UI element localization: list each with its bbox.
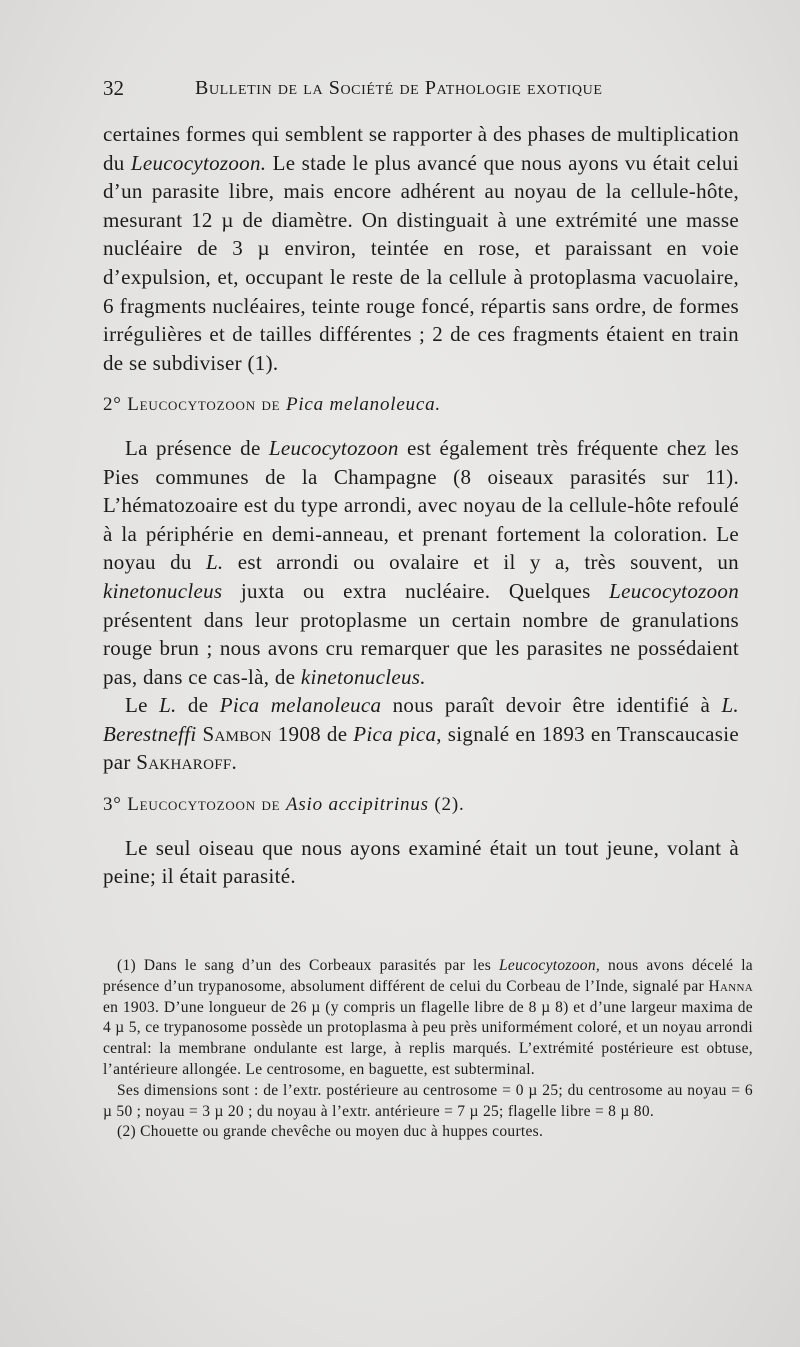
text-span: (1) Dans le sang d’un des Corbeaux parasités par les — [117, 957, 500, 974]
section-species: Asio accipitrinus — [285, 794, 429, 816]
author-name: Sakharoff — [136, 750, 232, 775]
text-span: . — [231, 750, 238, 775]
journal-title: Bulletin de la Société de Pathologie exotique — [195, 77, 603, 99]
body-text — [103, 120, 739, 891]
text-span: nous paraît devoir être identifié à — [381, 693, 722, 718]
paragraph-multiplication — [103, 120, 739, 377]
text-span: en 1903. D’une longueur de 26 µ (y compris un flagelle libre de 8 µ 8) et d’une largeur maxima de 4 µ 5, ce trypanosome possède un protoplasma à peu près uniformément coloré, et un noyau arrondi central: la membrane ondulante est large, à replis marqués. L’extrémité postérieure est obtuse, l’antérieure allongée. Le centrosome, en baguette, est subterminal. — [103, 998, 753, 1078]
footnotes — [103, 956, 753, 1143]
text-span: Le — [125, 693, 160, 718]
text-span: certaines formes qui semblent se rapporter à des phases de multiplication du — [103, 122, 739, 175]
author-name: Sambon — [202, 721, 272, 746]
italic-term: L. — [205, 550, 224, 575]
text-span: Le seul oiseau que nous ayons examiné était un tout jeune, volant à peine; il était parasité. — [103, 835, 739, 889]
running-head — [103, 76, 753, 106]
italic-term: kinetonucleus. — [300, 664, 426, 689]
section-genus: Leucocytozoon de — [127, 394, 286, 416]
text-span: nous avons décelé la présence d’un trypanosome, absolument différent de celui du Corbeau de l’Inde, signalé par — [103, 957, 753, 995]
section-species: Pica melanoleuca. — [285, 394, 441, 416]
text-span: Le stade le plus avancé que nous ayons vu était celui d’un parasite libre, mais encore adhérent au noyau de la cellule-hôte, mesurant 12 µ de diamètre. On distinguait à une extrémité une masse nucléaire de 3 µ environ, teintée en rose, et paraissant en voie d’expulsion, et, occupant le reste de la cellule à protoplasma vacuolaire, 6 fragments nucléaires, teinte rouge foncé, répartis sans ordre, de formes irrégulières et de tailles différentes ; 2 de ces fragments étaient en train de se subdiviser (1). — [103, 150, 739, 375]
paragraph-pica-presence — [103, 434, 739, 691]
footnote-2: (2) Chouette ou grande chevêche ou moyen duc à huppes courtes. — [117, 1123, 544, 1141]
italic-term: Leucocytozoon — [609, 578, 739, 603]
text-span: La présence de — [125, 435, 269, 460]
page-number: 32 — [103, 76, 124, 100]
section-genus: Leucocytozoon de — [127, 794, 286, 816]
italic-term: kinetonucleus — [103, 578, 223, 603]
italic-term: L. — [159, 693, 177, 718]
text-span: , signalé en 1893 en Transcaucasie par — [103, 721, 739, 775]
section-heading-asio — [103, 791, 739, 820]
paragraph-pica-identification — [103, 691, 739, 777]
text-span: 1908 de — [271, 721, 354, 746]
text-span: présentent dans leur protoplasme un certain nombre de granulations rouge brun ; nous avons cru remarquer que les parasites ne possédaient pas, dans ce cas-là, de — [103, 607, 739, 689]
italic-term: Leucocytozoon, — [499, 957, 601, 974]
text-span: de — [176, 693, 220, 718]
footnote-1 — [103, 956, 753, 1081]
italic-term: L. Berestneffi — [103, 693, 739, 746]
italic-term: Leucocytozoon — [268, 435, 399, 460]
footnote-1-dimensions: Ses dimensions sont : de l’extr. postérieure au centrosome = 0 µ 25; du centrosome au noyau = 6 µ 50 ; noyau = 3 µ 20 ; du noyau à l’extr. antérieure = 7 µ 25; flagelle libre = 8 µ 80. — [103, 1081, 753, 1120]
text-span: juxta ou extra nucléaire. Quelques — [222, 578, 610, 603]
author-name: Hanna — [708, 977, 753, 995]
italic-term: Leucocytozoon. — [130, 150, 267, 175]
footnote-ref: (2). — [428, 794, 465, 816]
paragraph-asio — [103, 834, 739, 891]
text-span: est arrondi ou ovalaire et il y a, très souvent, un — [223, 550, 739, 575]
italic-term: Pica melanoleuca — [219, 693, 382, 718]
section-heading-pica — [103, 391, 739, 420]
italic-term: Pica pica — [353, 721, 437, 746]
section-number: 2° — [103, 394, 128, 416]
section-number: 3° — [103, 794, 128, 816]
text-span: est également très fréquente chez les Pies communes de la Champagne (8 oiseaux parasités sur 11). L’hématozoaire est du type arrondi, avec noyau de la cellule-hôte refoulé à la périphérie en demi-anneau, et prenant fortement la coloration. Le noyau du — [103, 435, 739, 575]
